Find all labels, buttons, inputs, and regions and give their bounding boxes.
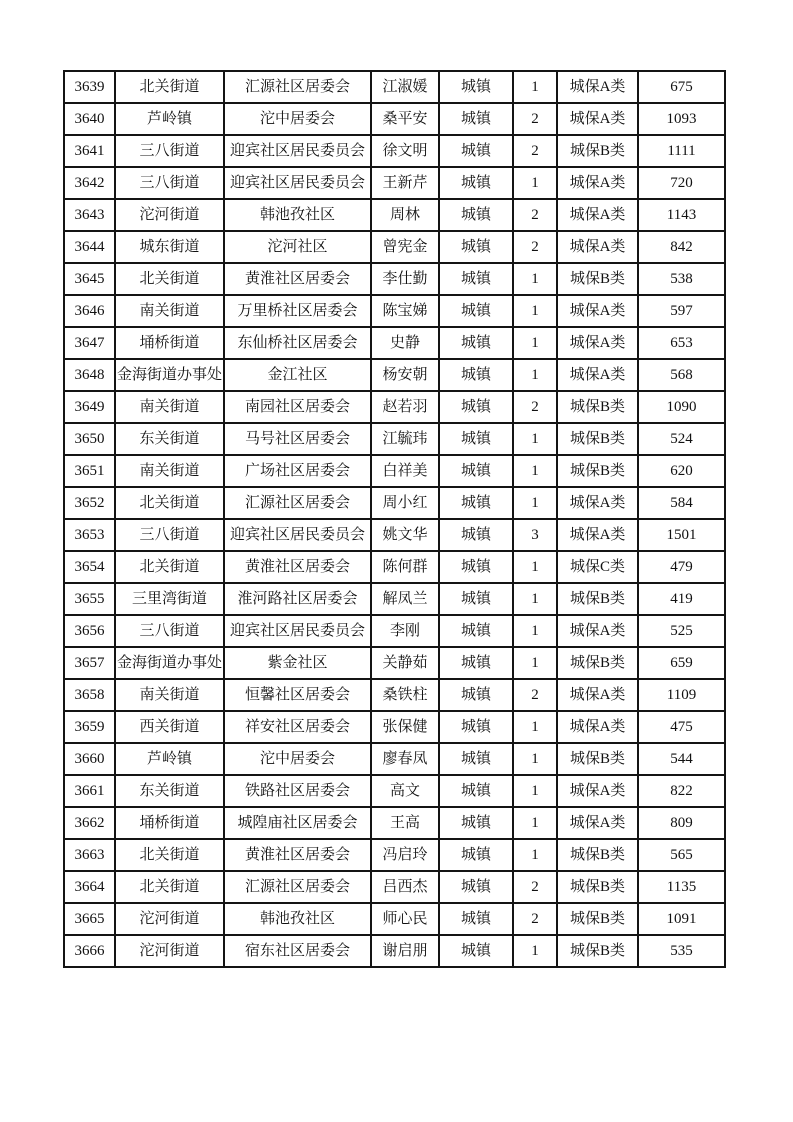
cell-street: 北关街道 — [115, 551, 224, 583]
cell-street: 三八街道 — [115, 519, 224, 551]
cell-community: 紫金社区 — [224, 647, 371, 679]
cell-community: 迎宾社区居民委员会 — [224, 167, 371, 199]
table-row — [64, 679, 725, 711]
cell-serial-number: 3639 — [64, 71, 115, 103]
cell-person-name: 徐文明 — [371, 135, 439, 167]
cell-household-type: 城镇 — [439, 199, 513, 231]
cell-amount: 544 — [638, 743, 725, 775]
cell-person-count: 1 — [513, 455, 557, 487]
cell-community: 沱中居委会 — [224, 103, 371, 135]
cell-household-type: 城镇 — [439, 455, 513, 487]
table-row — [64, 199, 725, 231]
cell-street: 北关街道 — [115, 839, 224, 871]
cell-serial-number: 3647 — [64, 327, 115, 359]
cell-community: 黄淮社区居委会 — [224, 839, 371, 871]
cell-household-type: 城镇 — [439, 391, 513, 423]
cell-amount: 524 — [638, 423, 725, 455]
cell-person-name: 王高 — [371, 807, 439, 839]
cell-person-name: 王新芹 — [371, 167, 439, 199]
cell-household-type: 城镇 — [439, 839, 513, 871]
cell-amount: 1135 — [638, 871, 725, 903]
cell-person-count: 1 — [513, 359, 557, 391]
table-row — [64, 647, 725, 679]
cell-amount: 475 — [638, 711, 725, 743]
cell-serial-number: 3666 — [64, 935, 115, 967]
cell-amount: 419 — [638, 583, 725, 615]
cell-community: 城隍庙社区居委会 — [224, 807, 371, 839]
cell-household-type: 城镇 — [439, 519, 513, 551]
cell-person-name: 赵若羽 — [371, 391, 439, 423]
cell-community: 东仙桥社区居委会 — [224, 327, 371, 359]
cell-household-type: 城镇 — [439, 647, 513, 679]
cell-street: 北关街道 — [115, 263, 224, 295]
cell-person-count: 1 — [513, 839, 557, 871]
cell-household-type: 城镇 — [439, 359, 513, 391]
cell-street: 东关街道 — [115, 775, 224, 807]
cell-community: 宿东社区居委会 — [224, 935, 371, 967]
cell-street: 埇桥街道 — [115, 807, 224, 839]
cell-community: 韩池孜社区 — [224, 199, 371, 231]
cell-person-count: 1 — [513, 263, 557, 295]
cell-person-name: 姚文华 — [371, 519, 439, 551]
cell-subsidy-category: 城保A类 — [557, 359, 638, 391]
cell-serial-number: 3648 — [64, 359, 115, 391]
cell-subsidy-category: 城保B类 — [557, 903, 638, 935]
cell-street: 沱河街道 — [115, 935, 224, 967]
cell-person-count: 2 — [513, 871, 557, 903]
cell-person-count: 2 — [513, 199, 557, 231]
table-row — [64, 519, 725, 551]
cell-household-type: 城镇 — [439, 263, 513, 295]
table-row — [64, 455, 725, 487]
cell-person-count: 1 — [513, 487, 557, 519]
cell-household-type: 城镇 — [439, 871, 513, 903]
cell-amount: 1143 — [638, 199, 725, 231]
cell-person-name: 李仕勤 — [371, 263, 439, 295]
cell-household-type: 城镇 — [439, 775, 513, 807]
cell-street: 沱河街道 — [115, 199, 224, 231]
cell-community: 黄淮社区居委会 — [224, 263, 371, 295]
cell-subsidy-category: 城保A类 — [557, 679, 638, 711]
cell-person-count: 2 — [513, 231, 557, 263]
cell-amount: 1109 — [638, 679, 725, 711]
cell-subsidy-category: 城保B类 — [557, 391, 638, 423]
cell-person-name: 周林 — [371, 199, 439, 231]
cell-community: 迎宾社区居民委员会 — [224, 135, 371, 167]
cell-community: 黄淮社区居委会 — [224, 551, 371, 583]
cell-serial-number: 3663 — [64, 839, 115, 871]
cell-subsidy-category: 城保A类 — [557, 519, 638, 551]
cell-serial-number: 3641 — [64, 135, 115, 167]
table-row — [64, 711, 725, 743]
table-row — [64, 551, 725, 583]
cell-person-name: 高文 — [371, 775, 439, 807]
table-row — [64, 263, 725, 295]
table-row — [64, 327, 725, 359]
cell-subsidy-category: 城保B类 — [557, 743, 638, 775]
cell-amount: 659 — [638, 647, 725, 679]
cell-community: 广场社区居委会 — [224, 455, 371, 487]
cell-community: 沱中居委会 — [224, 743, 371, 775]
cell-serial-number: 3657 — [64, 647, 115, 679]
cell-community: 恒馨社区居委会 — [224, 679, 371, 711]
cell-amount: 1111 — [638, 135, 725, 167]
cell-person-count: 1 — [513, 775, 557, 807]
cell-household-type: 城镇 — [439, 583, 513, 615]
cell-amount: 720 — [638, 167, 725, 199]
cell-community: 汇源社区居委会 — [224, 71, 371, 103]
cell-household-type: 城镇 — [439, 487, 513, 519]
cell-person-name: 李刚 — [371, 615, 439, 647]
cell-serial-number: 3650 — [64, 423, 115, 455]
cell-person-count: 1 — [513, 71, 557, 103]
cell-serial-number: 3640 — [64, 103, 115, 135]
cell-household-type: 城镇 — [439, 423, 513, 455]
cell-serial-number: 3665 — [64, 903, 115, 935]
cell-person-count: 1 — [513, 583, 557, 615]
cell-household-type: 城镇 — [439, 807, 513, 839]
cell-household-type: 城镇 — [439, 167, 513, 199]
cell-household-type: 城镇 — [439, 679, 513, 711]
cell-street: 三八街道 — [115, 135, 224, 167]
cell-household-type: 城镇 — [439, 103, 513, 135]
cell-street: 金海街道办事处 — [115, 647, 224, 679]
cell-street: 南关街道 — [115, 391, 224, 423]
cell-subsidy-category: 城保A类 — [557, 775, 638, 807]
cell-person-name: 陈何群 — [371, 551, 439, 583]
cell-amount: 620 — [638, 455, 725, 487]
table-row — [64, 807, 725, 839]
cell-street: 北关街道 — [115, 871, 224, 903]
cell-subsidy-category: 城保A类 — [557, 295, 638, 327]
cell-serial-number: 3649 — [64, 391, 115, 423]
table-row — [64, 839, 725, 871]
table-row — [64, 103, 725, 135]
cell-serial-number: 3660 — [64, 743, 115, 775]
cell-person-name: 关静茹 — [371, 647, 439, 679]
cell-person-count: 1 — [513, 551, 557, 583]
cell-amount: 568 — [638, 359, 725, 391]
cell-person-count: 1 — [513, 423, 557, 455]
cell-household-type: 城镇 — [439, 935, 513, 967]
table-row — [64, 135, 725, 167]
cell-person-count: 2 — [513, 391, 557, 423]
table-row — [64, 743, 725, 775]
cell-amount: 525 — [638, 615, 725, 647]
cell-street: 北关街道 — [115, 487, 224, 519]
table-row — [64, 871, 725, 903]
cell-household-type: 城镇 — [439, 551, 513, 583]
cell-household-type: 城镇 — [439, 903, 513, 935]
cell-subsidy-category: 城保A类 — [557, 711, 638, 743]
cell-person-count: 1 — [513, 743, 557, 775]
cell-subsidy-category: 城保A类 — [557, 103, 638, 135]
cell-household-type: 城镇 — [439, 743, 513, 775]
cell-amount: 535 — [638, 935, 725, 967]
cell-subsidy-category: 城保B类 — [557, 839, 638, 871]
cell-street: 南关街道 — [115, 455, 224, 487]
table-row — [64, 71, 725, 103]
cell-street: 西关街道 — [115, 711, 224, 743]
cell-community: 迎宾社区居民委员会 — [224, 615, 371, 647]
cell-subsidy-category: 城保B类 — [557, 423, 638, 455]
cell-community: 迎宾社区居民委员会 — [224, 519, 371, 551]
cell-serial-number: 3643 — [64, 199, 115, 231]
cell-serial-number: 3662 — [64, 807, 115, 839]
cell-person-count: 1 — [513, 711, 557, 743]
cell-street: 南关街道 — [115, 295, 224, 327]
cell-serial-number: 3646 — [64, 295, 115, 327]
cell-subsidy-category: 城保B类 — [557, 871, 638, 903]
cell-community: 淮河路社区居委会 — [224, 583, 371, 615]
cell-street: 北关街道 — [115, 71, 224, 103]
cell-amount: 1091 — [638, 903, 725, 935]
cell-serial-number: 3656 — [64, 615, 115, 647]
cell-community: 南园社区居委会 — [224, 391, 371, 423]
table-row — [64, 167, 725, 199]
cell-person-name: 桑平安 — [371, 103, 439, 135]
cell-community: 沱河社区 — [224, 231, 371, 263]
cell-amount: 479 — [638, 551, 725, 583]
cell-subsidy-category: 城保B类 — [557, 455, 638, 487]
table-row — [64, 391, 725, 423]
cell-amount: 584 — [638, 487, 725, 519]
table-row — [64, 903, 725, 935]
cell-person-name: 张保健 — [371, 711, 439, 743]
cell-community: 汇源社区居委会 — [224, 871, 371, 903]
cell-person-name: 谢启朋 — [371, 935, 439, 967]
cell-amount: 822 — [638, 775, 725, 807]
cell-subsidy-category: 城保B类 — [557, 935, 638, 967]
cell-street: 埇桥街道 — [115, 327, 224, 359]
cell-serial-number: 3655 — [64, 583, 115, 615]
cell-subsidy-category: 城保B类 — [557, 263, 638, 295]
cell-community: 铁路社区居委会 — [224, 775, 371, 807]
cell-street: 东关街道 — [115, 423, 224, 455]
cell-street: 沱河街道 — [115, 903, 224, 935]
table-row — [64, 775, 725, 807]
cell-street: 芦岭镇 — [115, 743, 224, 775]
cell-person-count: 2 — [513, 903, 557, 935]
cell-serial-number: 3642 — [64, 167, 115, 199]
table-row — [64, 583, 725, 615]
cell-amount: 842 — [638, 231, 725, 263]
cell-person-count: 1 — [513, 807, 557, 839]
cell-amount: 1093 — [638, 103, 725, 135]
cell-person-name: 史静 — [371, 327, 439, 359]
cell-amount: 809 — [638, 807, 725, 839]
cell-person-count: 1 — [513, 647, 557, 679]
table-row — [64, 295, 725, 327]
cell-serial-number: 3664 — [64, 871, 115, 903]
cell-person-name: 冯启玲 — [371, 839, 439, 871]
table-row — [64, 423, 725, 455]
cell-person-name: 廖春凤 — [371, 743, 439, 775]
cell-subsidy-category: 城保A类 — [557, 71, 638, 103]
cell-serial-number: 3658 — [64, 679, 115, 711]
cell-person-count: 1 — [513, 935, 557, 967]
table-row — [64, 359, 725, 391]
cell-person-count: 1 — [513, 615, 557, 647]
cell-serial-number: 3652 — [64, 487, 115, 519]
table-row — [64, 487, 725, 519]
cell-person-count: 3 — [513, 519, 557, 551]
cell-serial-number: 3659 — [64, 711, 115, 743]
cell-community: 马号社区居委会 — [224, 423, 371, 455]
cell-serial-number: 3654 — [64, 551, 115, 583]
cell-amount: 597 — [638, 295, 725, 327]
cell-household-type: 城镇 — [439, 615, 513, 647]
cell-subsidy-category: 城保A类 — [557, 487, 638, 519]
cell-subsidy-category: 城保B类 — [557, 583, 638, 615]
cell-subsidy-category: 城保A类 — [557, 167, 638, 199]
cell-subsidy-category: 城保B类 — [557, 135, 638, 167]
cell-amount: 675 — [638, 71, 725, 103]
cell-community: 万里桥社区居委会 — [224, 295, 371, 327]
cell-street: 芦岭镇 — [115, 103, 224, 135]
records-table — [63, 70, 726, 968]
cell-amount: 1090 — [638, 391, 725, 423]
cell-street: 金海街道办事处 — [115, 359, 224, 391]
cell-street: 城东街道 — [115, 231, 224, 263]
cell-person-name: 师心民 — [371, 903, 439, 935]
cell-person-count: 2 — [513, 103, 557, 135]
cell-amount: 653 — [638, 327, 725, 359]
cell-subsidy-category: 城保B类 — [557, 647, 638, 679]
cell-person-name: 江淑媛 — [371, 71, 439, 103]
cell-person-count: 2 — [513, 135, 557, 167]
cell-subsidy-category: 城保A类 — [557, 199, 638, 231]
cell-amount: 1501 — [638, 519, 725, 551]
table-row — [64, 615, 725, 647]
cell-person-count: 1 — [513, 167, 557, 199]
cell-amount: 565 — [638, 839, 725, 871]
cell-street: 三八街道 — [115, 167, 224, 199]
cell-subsidy-category: 城保A类 — [557, 327, 638, 359]
cell-person-count: 1 — [513, 295, 557, 327]
cell-person-name: 曾宪金 — [371, 231, 439, 263]
cell-person-count: 1 — [513, 327, 557, 359]
cell-household-type: 城镇 — [439, 231, 513, 263]
cell-street: 三里湾街道 — [115, 583, 224, 615]
cell-person-name: 解凤兰 — [371, 583, 439, 615]
cell-subsidy-category: 城保C类 — [557, 551, 638, 583]
cell-community: 金江社区 — [224, 359, 371, 391]
table-row — [64, 935, 725, 967]
cell-community: 祥安社区居委会 — [224, 711, 371, 743]
cell-street: 南关街道 — [115, 679, 224, 711]
cell-household-type: 城镇 — [439, 711, 513, 743]
cell-person-name: 杨安朝 — [371, 359, 439, 391]
cell-person-name: 陈宝娣 — [371, 295, 439, 327]
cell-person-name: 周小红 — [371, 487, 439, 519]
cell-subsidy-category: 城保A类 — [557, 231, 638, 263]
cell-community: 韩池孜社区 — [224, 903, 371, 935]
cell-serial-number: 3661 — [64, 775, 115, 807]
cell-serial-number: 3653 — [64, 519, 115, 551]
cell-serial-number: 3645 — [64, 263, 115, 295]
records-table-body — [64, 71, 725, 967]
cell-community: 汇源社区居委会 — [224, 487, 371, 519]
cell-serial-number: 3651 — [64, 455, 115, 487]
cell-street: 三八街道 — [115, 615, 224, 647]
cell-amount: 538 — [638, 263, 725, 295]
cell-person-name: 吕西杰 — [371, 871, 439, 903]
cell-person-name: 江毓玮 — [371, 423, 439, 455]
cell-household-type: 城镇 — [439, 327, 513, 359]
cell-subsidy-category: 城保A类 — [557, 807, 638, 839]
cell-household-type: 城镇 — [439, 71, 513, 103]
cell-person-count: 2 — [513, 679, 557, 711]
cell-household-type: 城镇 — [439, 135, 513, 167]
cell-person-name: 白祥美 — [371, 455, 439, 487]
cell-subsidy-category: 城保A类 — [557, 615, 638, 647]
cell-person-name: 桑铁柱 — [371, 679, 439, 711]
cell-household-type: 城镇 — [439, 295, 513, 327]
cell-serial-number: 3644 — [64, 231, 115, 263]
table-row — [64, 231, 725, 263]
